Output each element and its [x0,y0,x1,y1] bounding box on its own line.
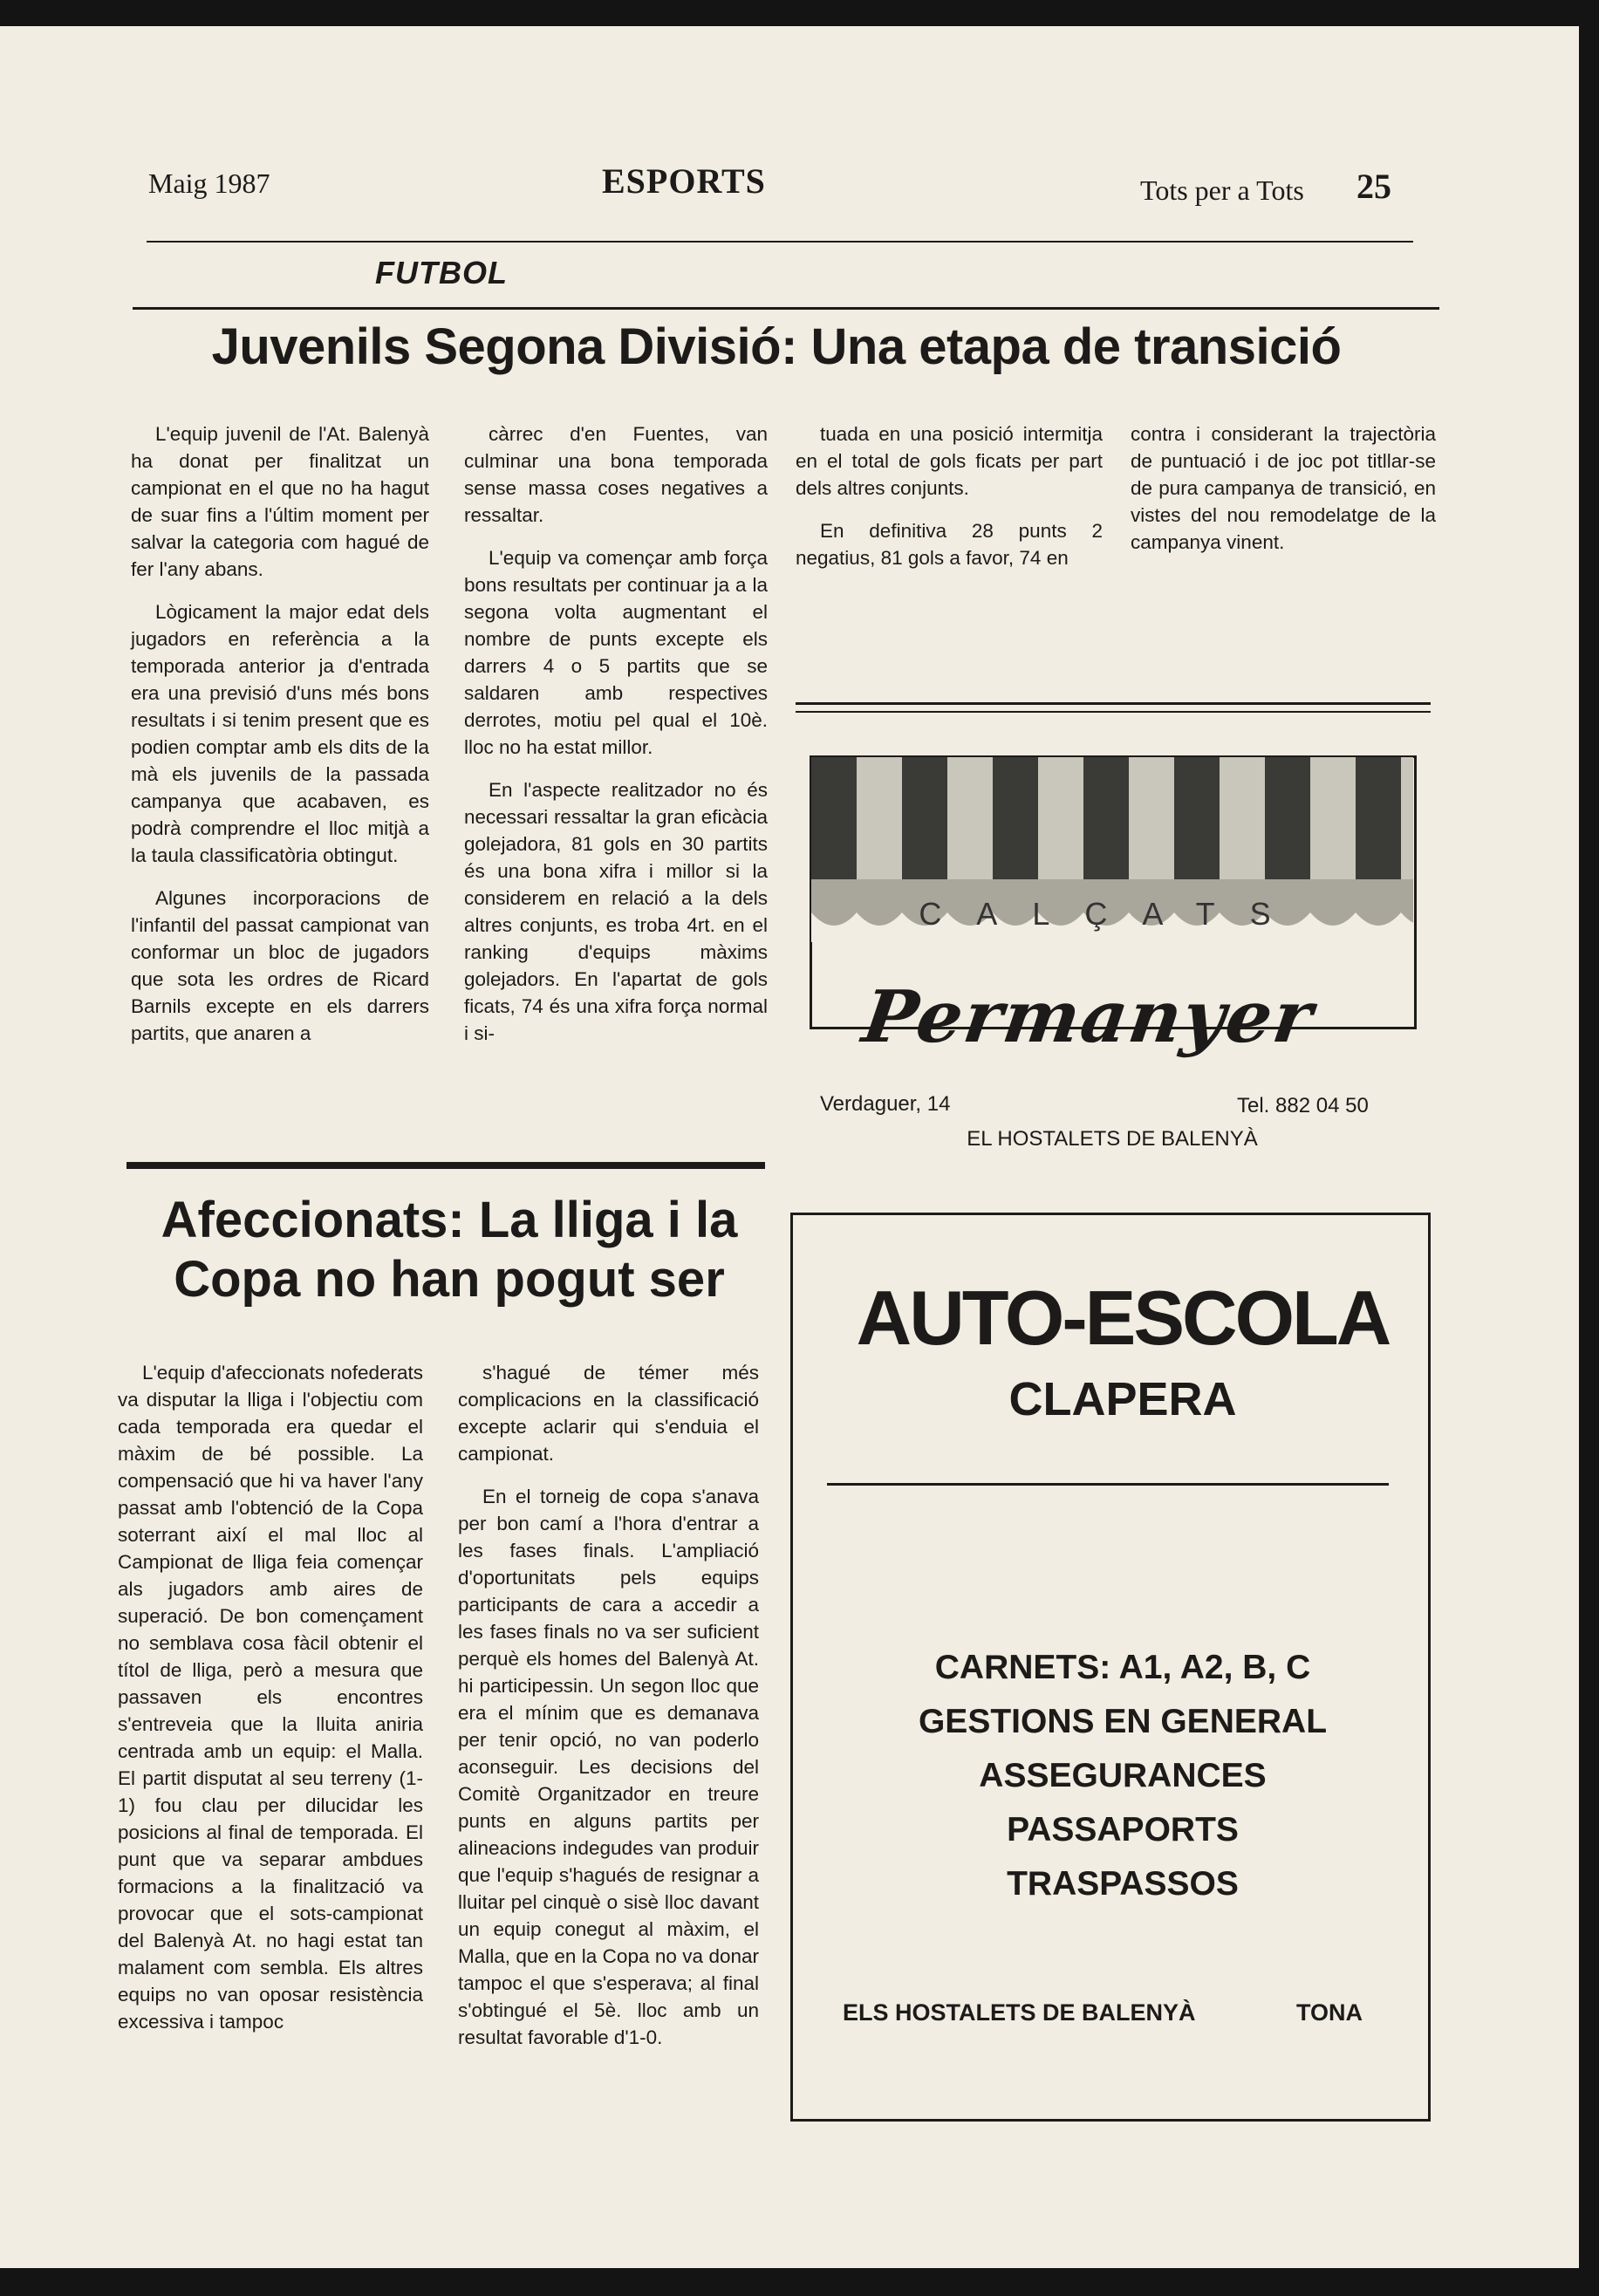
driving-school-town-secondary: TONA [1296,1999,1363,2026]
article1-column-1 [131,420,429,1063]
paragraph: contra i considerant la trajectòria de puntuació i de joc pot titllar-se de pura campanya de transició, en vistes del nou remodelatge de la campanya vinent. [1131,423,1436,553]
driving-school-town: ELS HOSTALETS DE BALENYÀ [843,1999,1196,2026]
driving-school-title: AUTO-ESCOLA [856,1274,1390,1361]
article1-column-2 [464,420,768,1063]
article-title: Juvenils Segona Divisió: Una etapa de transició [211,318,1342,375]
paragraph: Algunes incorporacions de l'infantil del passat campionat van conformar un bloc de jugadors que sota les ordres de Ricard Barnils excepte en els darrers partits, que anaren a [131,887,429,1044]
service-item: ASSEGURANCES [979,1757,1267,1794]
shoe-store-phone: Tel. 882 04 50 [1237,1094,1369,1117]
kicker-rule [133,307,1439,310]
shoe-store-label: CALÇATS [919,896,1306,932]
paragraph: L'equip va començar amb força bons resultats per continuar ja a la segona volta augmentant el nombre de punts excepte els darrers 4 o 5 partits que se saldaren amb respectives derrotes, motiu pel qual el 10è. lloc no ha estat millor. [464,547,768,758]
paragraph: En el torneig de copa s'anava per bon camí a l'hora d'entrar a les fases finals. L'ampliació d'oportunitats pels equips participants de cara a accedir a les fases finals no va ser suficient perquè els homes del Balenyà At. hi participessin. Un segon lloc que era el mínim que es demanava per tenir opció, no van poderlo aconseguir. Les decisions del Comitè Organitzador en treure punts en alguns partits per alineacions indegudes van produir que l'equip s'hagués de resignar a lluitar pel cinquè o sisè lloc davant un equip conegut al màxim, el Malla, que en la Copa no va donar tampoc el que s'esperava; al final s'obtingué el 5è. lloc amb un resultat favorable d'1-0. [458,1486,759,2048]
article2-title-line-2: Copa no han pogut ser [174,1251,725,1308]
paragraph: Lògicament la major edat dels jugadors en referència a la temporada anterior ja d'entrada era una previsió d'uns més bons resultats i si tenim present que es podien comptar amb els dits de la mà els juvenils de la passada campanya que acabaven, es podrà comprendre el lloc mitjà a la taula classificatòria obtingut. [131,601,429,866]
driving-school-subtitle: CLAPERA [1008,1373,1237,1425]
shoe-store-address: Verdaguer, 14 [820,1092,951,1116]
shoe-store-brand: Permanyer [858,975,1320,1059]
section-rule [796,711,1431,713]
section-title: ESPORTS [602,161,766,201]
paragraph: s'hagué de témer més complicacions en la classificació excepte aclarir qui s'enduia el campionat. [458,1362,759,1465]
service-item: GESTIONS EN GENERAL [918,1703,1328,1740]
article1-column-4 [1131,420,1436,571]
service-item: CARNETS: A1, A2, B, C [934,1649,1311,1686]
paragraph: càrrec d'en Fuentes, van culminar una bona temporada sense massa coses negatives a ressaltar. [464,423,768,526]
section-rule [796,702,1431,705]
article2-top-rule [126,1162,765,1169]
publication-name: Tots per a Tots [1140,174,1304,206]
service-item: TRASPASSOS [1007,1865,1239,1903]
article2-column-2 [458,1359,759,2067]
article2-column-1 [118,1359,423,2051]
issue-date: Maig 1987 [148,167,270,199]
article2-title [131,1191,768,1309]
paragraph: L'equip d'afeccionats nofederats va disputar la lliga i l'objectiu com cada temporada era quedar el màxim de bé possible. La compensació que hi va haver l'any passat amb l'obtenció de la Copa soterrant així el mal lloc al Campionat de lliga feia començar als jugadors amb aires de superació. De bon començament no semblava cosa fàcil obtenir el títol de lliga, però a mesura que passaven els encontres s'entreveia que la lluita aniria centrada amb un equip: el Malla. El partit disputat al seu terreny (1-1) fou clau per dilucidar les posicions al final de temporada. El punt que va separar ambdues formacions a la finalització va provocar que el sots-campionat del Balenyà At. no hagi estat tan malament com sembla. Els altres equips no van oposar resistència excessiva i tampoc [118,1362,423,2033]
paragraph: L'equip juvenil de l'At. Balenyà ha donat per finalitzat un campionat en el que no ha hagut de suar fins a l'últim moment per salvar la categoria com hagué de fer l'any abans. [131,423,429,580]
article1-column-3 [796,420,1103,587]
article2-title-line-1: Afeccionats: La lliga i la [161,1192,738,1248]
paragraph: En l'aspecte realitzador no és necessari ressaltar la gran eficàcia golejadora, 81 gols en 30 partits és una bona xifra i millor si la considerem en relació a la dels altres conjunts, es troba 4rt. en el ranking d'equips màxims golejadors. En l'apartat de gols ficats, 74 és una xifra força normal i si- [464,779,768,1044]
page-number: 25 [1356,167,1391,206]
paragraph: En definitiva 28 punts 2 negatius, 81 gols a favor, 74 en [796,520,1103,569]
paragraph: tuada en una posició intermitja en el total de gols ficats per part dels altres conjunts. [796,423,1103,499]
newspaper-page [0,26,1579,2268]
article-kicker: FUTBOL [375,255,508,290]
driving-school-rule [827,1483,1389,1486]
header-rule [147,241,1413,243]
service-item: PASSAPORTS [1007,1811,1239,1848]
shoe-store-town: EL HOSTALETS DE BALENYÀ [967,1127,1258,1151]
